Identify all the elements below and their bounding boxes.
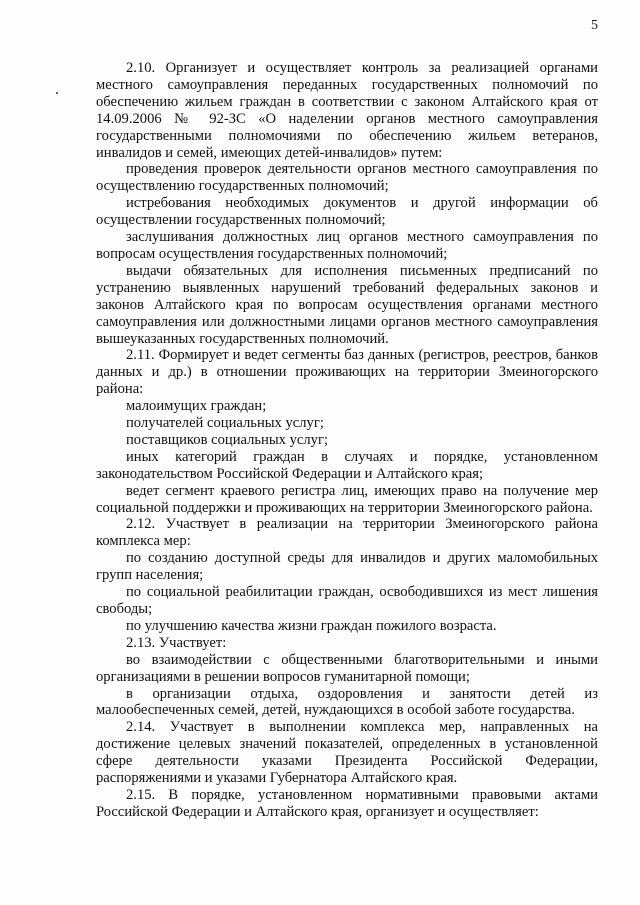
page-number: 5 <box>591 18 598 33</box>
list-item: истребования необходимых документов и другой информации об осуществлении государственных полномочий; <box>96 195 598 229</box>
list-item: выдачи обязательных для исполнения письменных предписаний по устранению выявленных нарушений требований федеральных законов и законов Алтайского края по вопросам осуществления органами местного самоуправления или должностными лицами органов местного самоуправления вышеуказанных государственных полномочий. <box>96 262 598 347</box>
list-item: по созданию доступной среды для инвалидов и других маломобильных групп населения; <box>96 550 598 584</box>
scan-mark <box>56 92 58 94</box>
paragraph-2-14: 2.14. Участвует в выполнении комплекса мер, направленных на достижение целевых значений показателей, определенных в установленной сфере деятельности указами Президента Российской Федерации, распоряжениями и указами Губернатора Алтайского края. <box>96 719 598 787</box>
document-body <box>96 60 598 821</box>
paragraph-2-15: 2.15. В порядке, установленном нормативными правовыми актами Российской Федерации и Алтайского края, организует и осуществляет: <box>96 786 598 820</box>
list-item: заслушивания должностных лиц органов местного самоуправления по вопросам осуществления государственных полномочий; <box>96 229 598 262</box>
list-item: в организации отдыха, оздоровления и занятости детей из малообеспеченных семей, детей, нуждающихся в особой заботе государства. <box>96 685 598 719</box>
list-item: по социальной реабилитации граждан, освободившихся из мест лишения свободы; <box>96 584 598 617</box>
list-item: получателей социальных услуг; <box>126 415 324 432</box>
list-item: иных категорий граждан в случаях и порядке, установленном законодательством Российской Федерации и Алтайского края; <box>96 448 598 482</box>
paragraph-2-10: 2.10. Организует и осуществляет контроль за реализацией органами местного самоуправления переданных государственных полномочий по обеспечению жильем граждан в соответствии с законом Алтайского края от 14.09.2006 № 92-ЗС «О наделении органов местного самоуправления государственными полномочиями по обеспечению жильем ветеранов, инвалидов и семей, имеющих детей-инвалидов» путем: <box>96 60 598 161</box>
paragraph-2-11: 2.11. Формирует и ведет сегменты баз данных (регистров, реестров, банков данных и др.) в отношении проживающих на территории Змеиногорского района: <box>96 347 598 398</box>
list-item: ведет сегмент краевого регистра лиц, имеющих право на получение мер социальной поддержки и проживающих на территории Змеиногорского района. <box>96 482 598 516</box>
list-item: поставщиков социальных услуг; <box>126 431 328 448</box>
list-item: малоимущих граждан; <box>126 398 267 415</box>
paragraph-2-13: 2.13. Участвует: <box>126 634 227 651</box>
paragraph-2-12: 2.12. Участвует в реализации на территории Змеиногорского района комплекса мер: <box>96 516 598 550</box>
list-item: во взаимодействии с общественными благотворительными и иными организациями в решении вопросов гуманитарной помощи; <box>96 651 598 685</box>
list-item: по улучшению качества жизни граждан пожилого возраста. <box>126 617 497 634</box>
list-item: проведения проверок деятельности органов местного самоуправления по осуществлению государственных полномочий; <box>96 161 598 195</box>
